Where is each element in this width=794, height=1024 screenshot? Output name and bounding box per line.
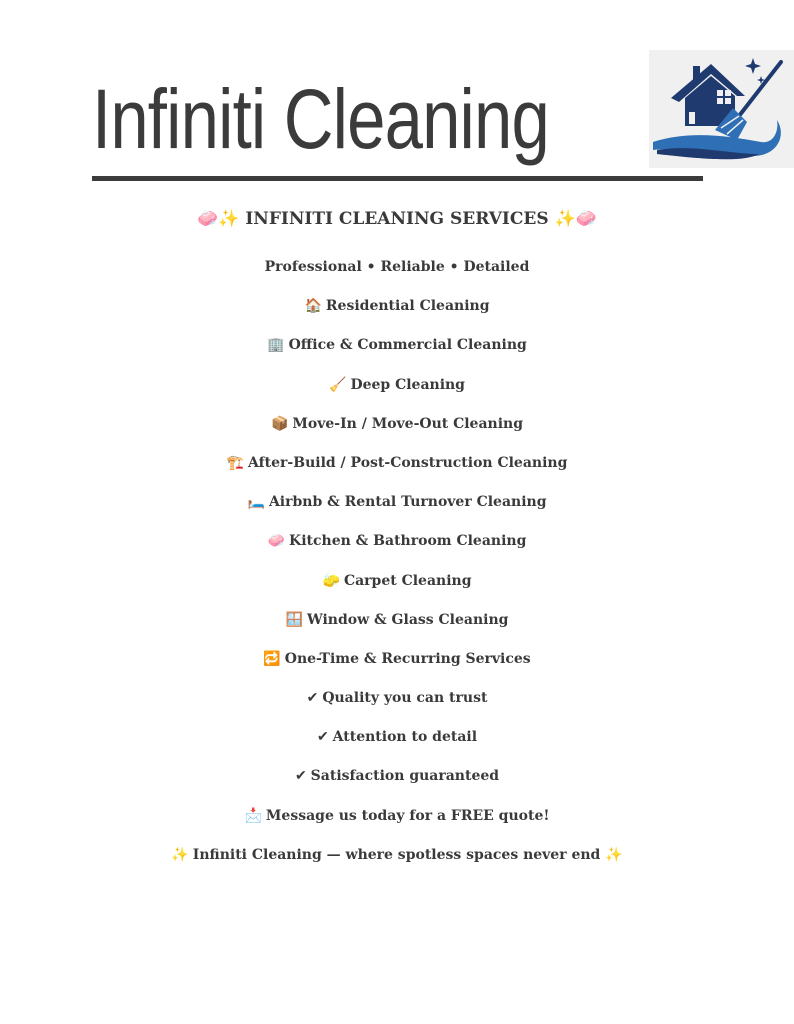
headline-text: INFINITI CLEANING SERVICES (245, 209, 549, 229)
sparkle-icon: ✨ (605, 846, 623, 863)
box-icon: 📦 (270, 415, 289, 432)
flyer-content (0, 204, 794, 875)
envelope-icon: 📩 (244, 807, 262, 824)
service-item: 🪟 Window & Glass Cleaning (0, 601, 794, 640)
sparkle-icon: ✨ (171, 846, 189, 863)
headline (0, 204, 794, 234)
checkmark-icon: ✔ (316, 729, 329, 746)
checkmark-icon: ✔ (306, 690, 319, 707)
tagline: Professional • Reliable • Detailed (264, 259, 530, 275)
service-item: 🔁 One-Time & Recurring Services (0, 640, 794, 679)
sponge-icon: 🧽 (322, 572, 340, 589)
sparkle-soap-icon: ✨🧼 (554, 209, 597, 229)
footer-slogan: ✨ Infiniti Cleaning — where spotless spaces never end ✨ (0, 836, 794, 875)
promise-item: ✔ Attention to detail (0, 718, 794, 757)
office-building-icon: 🏢 (267, 337, 285, 354)
service-item: 🧽 Carpet Cleaning (0, 562, 794, 601)
house-icon: 🏠 (304, 298, 322, 315)
construction-crane-icon: 🏗️ (226, 454, 245, 471)
call-to-action: 📩 Message us today for a FREE quote! (0, 797, 794, 836)
soap-sparkle-icon: 🧼✨ (197, 209, 240, 229)
service-item: 🧼 Kitchen & Bathroom Cleaning (0, 522, 794, 561)
service-item: 🏗️ After-Build / Post-Construction Cleaning (0, 444, 794, 483)
service-item: 🏢 Office & Commercial Cleaning (0, 326, 794, 365)
promises-list (0, 679, 794, 797)
checkmark-icon: ✔ (294, 768, 307, 785)
service-item: 📦 Move-In / Move-Out Cleaning (0, 405, 794, 444)
house-broom-logo-icon (649, 50, 794, 168)
repeat-icon: 🔁 (263, 650, 281, 667)
service-item: 🛏️ Airbnb & Rental Turnover Cleaning (0, 483, 794, 522)
bed-icon: 🛏️ (247, 494, 265, 511)
promise-item: ✔ Satisfaction guaranteed (0, 757, 794, 796)
services-list (0, 287, 794, 679)
header (92, 62, 704, 172)
soap-icon: 🧼 (267, 533, 286, 550)
brand-title: Infiniti Cleaning (92, 72, 550, 166)
service-item: 🧹 Deep Cleaning (0, 366, 794, 405)
broom-icon: 🧹 (329, 376, 347, 393)
header-divider (92, 176, 703, 181)
window-icon: 🪟 (285, 611, 303, 628)
service-item: 🏠 Residential Cleaning (0, 287, 794, 326)
promise-item: ✔ Quality you can trust (0, 679, 794, 718)
